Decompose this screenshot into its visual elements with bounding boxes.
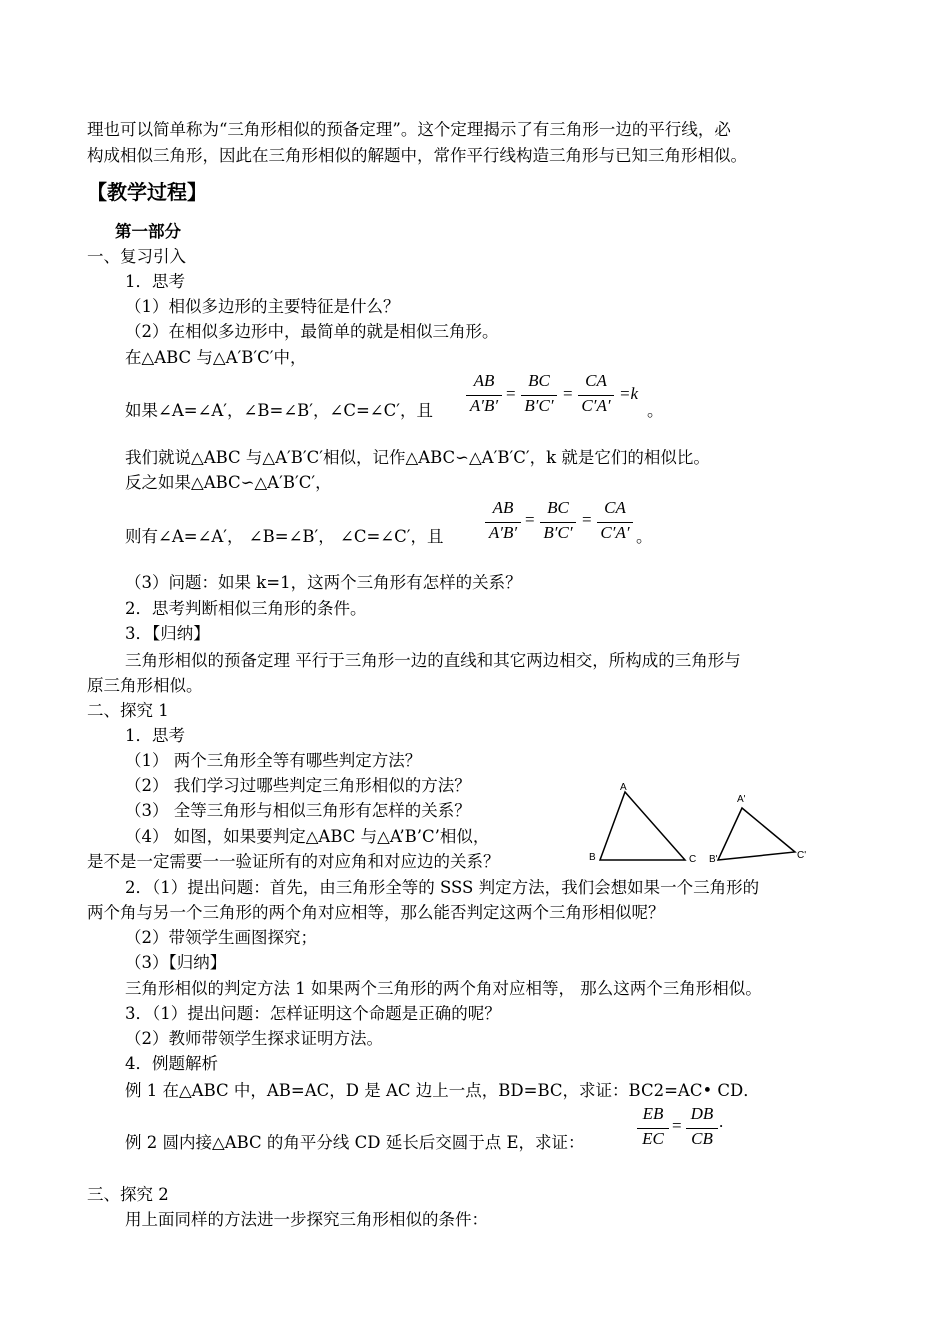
s2-p3-2: （2）教师带领学生探求证明方法。	[125, 1029, 383, 1048]
s1-then-angles: 则有∠A=∠A′， ∠B=∠B′， ∠C=∠C′，且	[125, 527, 444, 546]
vertex-label: A	[620, 782, 627, 793]
fraction	[521, 371, 557, 419]
s1-theorem-l2: 原三角形相似。	[87, 676, 203, 695]
numerator: BC	[547, 498, 569, 517]
fraction	[597, 498, 633, 546]
numerator: DB	[690, 1104, 714, 1123]
equals-sign: =	[672, 1116, 682, 1135]
period: .	[719, 1112, 724, 1131]
numerator: AB	[473, 371, 495, 390]
s3-line: 用上面同样的方法进一步探究三角形相似的条件：	[125, 1210, 488, 1229]
fraction	[686, 1104, 718, 1152]
vertex-label: C'	[797, 850, 807, 861]
similar-triangles-figure	[585, 780, 815, 870]
s1-judge: 2．思考判断相似三角形的条件。	[125, 599, 367, 618]
denominator: CB	[691, 1129, 713, 1148]
s3-title: 三、探究 2	[87, 1185, 169, 1204]
numerator: AB	[492, 498, 514, 517]
s2-p2-3: （3）【归纳】	[125, 953, 227, 972]
s2-example-1: 例 1 在△ABC 中，AB=AC，D 是 AC 边上一点，BD=BC，求证：BC2=AC• CD．	[125, 1081, 760, 1100]
s2-p3-1: 3．（1）提出问题：怎样证明这个命题是正确的呢？	[125, 1004, 501, 1023]
s2-q2: （2） 我们学习过哪些判定三角形相似的方法？	[125, 776, 471, 795]
s2-q3: （3） 全等三角形与相似三角形有怎样的关系？	[125, 801, 471, 820]
s2-method1: 三角形相似的判定方法 1 如果两个三角形的两个角对应相等， 那么这两个三角形相似。	[125, 979, 762, 998]
s1-if-angles: 如果∠A=∠A′，∠B=∠B′，∠C=∠C′，且	[125, 401, 433, 420]
vertex-label: B'	[709, 854, 718, 865]
s1-theorem-l1: 三角形相似的预备定理 平行于三角形一边的直线和其它两边相交，所构成的三角形与	[125, 651, 741, 670]
triangle-a-prime	[718, 808, 795, 860]
numerator: CA	[585, 371, 607, 390]
denominator: C′A′	[581, 396, 611, 415]
s2-p2-l2: 两个角与另一个三角形的两个角对应相等，那么能否判定这两个三角形相似呢？	[87, 903, 665, 922]
s1-q3: （3）问题：如果 k=1，这两个三角形有怎样的关系？	[125, 573, 522, 592]
fraction	[540, 498, 576, 546]
intro-line-1: 理也可以简单称为“三角形相似的预备定理”。这个定理揭示了有三角形一边的平行线，必	[87, 120, 731, 139]
denominator: A′B′	[469, 396, 499, 415]
numerator: EB	[642, 1104, 664, 1123]
ratio-k: =k	[619, 384, 639, 403]
s1-q1: （1）相似多边形的主要特征是什么？	[125, 297, 400, 316]
equals-sign: =	[506, 384, 516, 403]
equals-sign: =	[525, 510, 535, 529]
s2-p2-l1: 2．（1）提出问题：首先，由三角形全等的 SSS 判定方法，我们会想如果一个三角形的	[125, 878, 760, 897]
intro-line-2: 构成相似三角形，因此在三角形相似的解题中，常作平行线构造三角形与已知三角形相似。	[87, 146, 747, 165]
s1-conversely: 反之如果△ABC∽△A′B′C′，	[125, 473, 332, 492]
denominator: A′B′	[488, 523, 518, 542]
s2-title: 二、探究 1	[87, 701, 169, 720]
s2-p2-2: （2）带领学生画图探究；	[125, 928, 317, 947]
s1-in-tri: 在△ABC 与△A′B′C′中，	[125, 348, 307, 367]
s1-think: 1．思考	[125, 272, 185, 291]
numerator: BC	[528, 371, 550, 390]
triangle-abc	[600, 792, 685, 860]
s2-example-2: 例 2 圆内接△ABC 的角平分线 CD 延长后交圆于点 E，求证：	[125, 1133, 585, 1152]
denominator: B′C′	[543, 523, 573, 542]
fraction	[637, 1104, 669, 1152]
s2-q1: （1） 两个三角形全等有哪些判定方法？	[125, 751, 422, 770]
denominator: EC	[642, 1129, 664, 1148]
denominator: C′A′	[600, 523, 630, 542]
denominator: B′C′	[524, 396, 554, 415]
vertex-label: C	[689, 854, 697, 865]
fraction	[466, 371, 502, 419]
period: 。	[647, 401, 664, 420]
s2-think: 1．思考	[125, 726, 185, 745]
s1-title: 一、复习引入	[87, 247, 186, 266]
s2-q4b: 是不是一定需要一一验证所有的对应角和对应边的关系？	[87, 852, 500, 871]
fraction	[485, 498, 521, 546]
fraction	[578, 371, 614, 419]
vertex-label: B	[589, 852, 596, 863]
s2-q4: （4） 如图，如果要判定△ABC 与△A’B’C’相似，	[125, 827, 490, 846]
s1-q2: （2）在相似多边形中，最简单的就是相似三角形。	[125, 322, 499, 341]
s1-induce: 3．【归纳】	[125, 624, 210, 643]
equals-sign: =	[582, 510, 592, 529]
equals-sign: =	[563, 384, 573, 403]
part-title: 第一部分	[115, 222, 181, 241]
period: 。	[636, 527, 653, 546]
section-heading: 【教学过程】	[87, 180, 207, 204]
numerator: CA	[604, 498, 626, 517]
vertex-label: A'	[737, 794, 746, 805]
s2-p4: 4．例题解析	[125, 1054, 218, 1073]
s1-we-say: 我们就说△ABC 与△A′B′C′相似，记作△ABC∽△A′B′C′，k 就是它们的相似比。	[125, 448, 710, 467]
